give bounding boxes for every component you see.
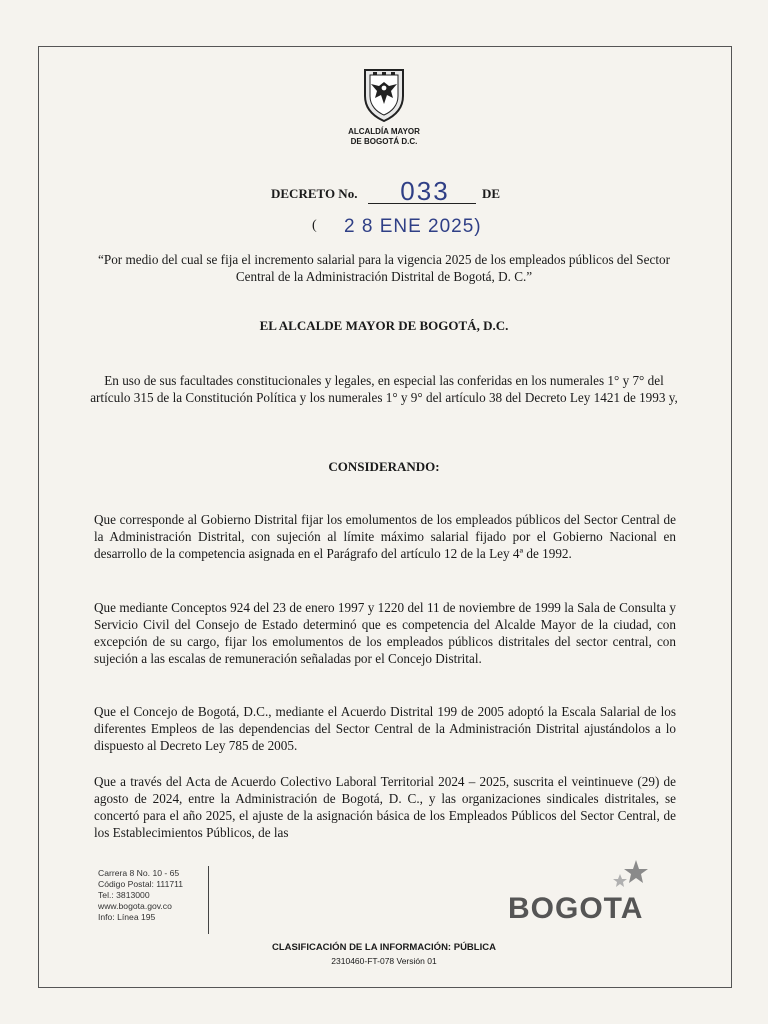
authority-heading: EL ALCALDE MAYOR DE BOGOTÁ, D.C. [259,318,509,333]
bogota-logo [508,858,658,938]
considerando-paragraph-4: Que a través del Acta de Acuerdo Colectivo Laboral Territorial 2024 – 2025, suscrita el veintinueve (29) de agosto de 2024, entre la Administración de Bogotá, D. C., y las organizaciones sindicales distritales, se concertó para el año 2025, el ajuste de la asignación básica de los Empleados Públicos del Sector Central, de los Establecimientos Públicos, de las [94,774,676,840]
decree-number: 033 [400,176,450,206]
footer-website: www.bogota.gov.co [98,901,172,911]
considerando-paragraph-3: Que el Concejo de Bogotá, D.C., mediante el Acuerdo Distrital 199 de 2005 adoptó la Escala Salarial de los diferentes Empleos de las dependencias del Sector Central de la Administración Distrital ajustándolos a lo dispuesto al Decreto Ley 785 de 2005. [94,704,676,753]
intro-paragraph: En uso de sus facultades constitucionales y legales, en especial las conferidas en los numerales 1° y 7° del artículo 315 de la Constitución Política y los numerales 1° y 9° del artículo 38 del Decreto Ley 1421 de 1993 y, [90,373,678,405]
considerando-paragraph-2: Que mediante Conceptos 924 del 23 de enero 1997 y 1220 del 11 de noviembre de 1999 la Sala de Consulta y Servicio Civil del Consejo de Estado determinó que es competencia del Alcalde Mayor de la ciudad, con excepción de su cargo, fijar los emolumentos de los empleados públicos distritales del sector central, con sujeción a las escalas de remuneración señaladas por el Concejo Distrital. [94,600,676,666]
considerando-heading: CONSIDERANDO: [328,459,440,474]
form-code: 2310460-FT-078 Versión 01 [331,956,437,966]
coat-of-arms-icon [361,66,407,122]
seal-label [0,127,768,147]
considerando-paragraph-1: Que corresponde al Gobierno Distrital fijar los emolumentos de los empleados públicos del Sector Central de la Administración Distrital, con sujeción al límite máximo salarial fijado por el Gobierno Nacional en desarrollo de la competencia asignada en el Parágrafo del artículo 12 de la Ley 4ª de 1992. [94,512,676,561]
footer-info-line: Info: Línea 195 [98,912,156,922]
classification-label: CLASIFICACIÓN DE LA INFORMACIÓN: PÚBLICA [272,942,496,953]
decree-number-underline [368,203,476,204]
logo-stars-icon [612,858,648,892]
decree-title: “Por medio del cual se fija el incremento salarial para la vigencia 2025 de los empleados públicos del Sector Central de la Administración Distrital de Bogotá, D. C.” [98,252,670,284]
decree-number-row [0,176,768,206]
decree-date-row [0,216,768,240]
seal-label-line2: DE BOGOTÁ D.C. [350,137,418,146]
footer-postal-code: Código Postal: 111711 [98,879,184,889]
footer-phone: Tel.: 3813000 [98,890,150,900]
date-stamp: 2 8 ENE 2025) [344,216,482,237]
footer-contact [98,868,183,923]
footer-address: Carrera 8 No. 10 - 65 [98,868,180,878]
decree-de-label: DE [482,186,501,201]
seal-label-line1: ALCALDÍA MAYOR [348,127,420,136]
date-open-paren: ( [312,218,317,233]
footer-divider [208,866,209,934]
logo-wordmark: BOGOTA [508,892,644,925]
decree-label: DECRETO No. [271,186,358,201]
